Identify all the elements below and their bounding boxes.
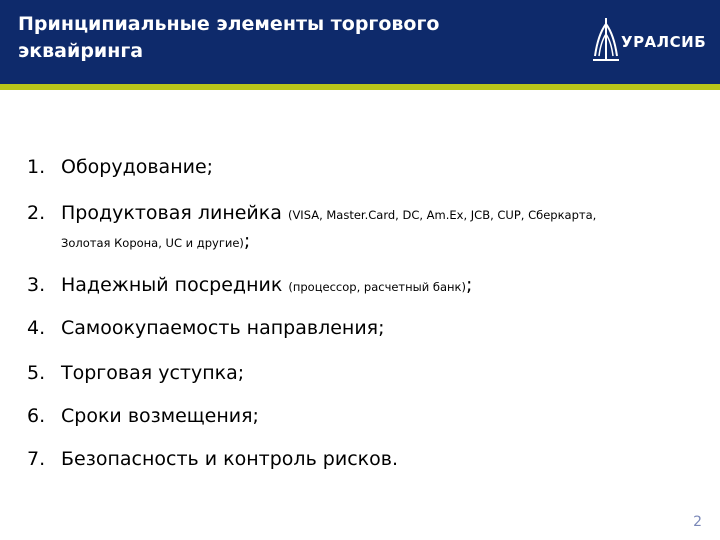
list-item xyxy=(27,272,472,300)
slide-title-line-2: эквайринга xyxy=(18,40,144,62)
list-item xyxy=(27,315,385,341)
slide-title xyxy=(18,11,538,65)
list-item-text: Безопасность и контроль рисков. xyxy=(61,448,398,470)
header-accent-stripe xyxy=(0,84,720,90)
list-item-note: (процессор, расчетный банк) xyxy=(288,280,466,294)
list-item-number: 2. xyxy=(27,202,46,224)
list-item xyxy=(27,403,259,429)
list-item-number: 5. xyxy=(27,362,46,384)
slide-header xyxy=(0,0,720,84)
logo-text: УРАЛСИБ xyxy=(621,33,707,51)
list-item-text: Торговая уступка; xyxy=(61,362,245,384)
page-number: 2 xyxy=(693,514,702,530)
list-item-tail: ; xyxy=(465,274,473,296)
slide-title-line-1: Принципиальные элементы торгового xyxy=(18,13,440,35)
uralsib-emblem-icon xyxy=(591,16,621,62)
list-item-note: Золотая Корона, UC и другие) xyxy=(61,236,244,250)
list-item-text: Надежный посредник xyxy=(61,274,289,296)
list-item-text: Оборудование; xyxy=(61,156,214,178)
list-item-tail: ; xyxy=(243,230,251,252)
list-item-number: 6. xyxy=(27,405,46,427)
list-item-number: 3. xyxy=(27,274,46,296)
uralsib-logo xyxy=(591,16,711,62)
list-item-number: 4. xyxy=(27,317,46,339)
list-item-continuation xyxy=(27,228,596,256)
list-item-note: (VISA, Master.Card, DC, Am.Ex, JCB, CUP, Сберкарта, xyxy=(287,208,597,222)
list-item-text: Самоокупаемость направления; xyxy=(61,317,385,339)
list-item xyxy=(27,446,398,472)
list-item-number: 7. xyxy=(27,448,46,470)
list-item xyxy=(27,360,244,386)
list-item xyxy=(27,154,213,180)
list-item-text: Сроки возмещения; xyxy=(61,405,259,427)
list-item-number: 1. xyxy=(27,156,46,178)
list-item xyxy=(27,200,596,256)
list-item-text: Продуктовая линейка xyxy=(61,202,288,224)
